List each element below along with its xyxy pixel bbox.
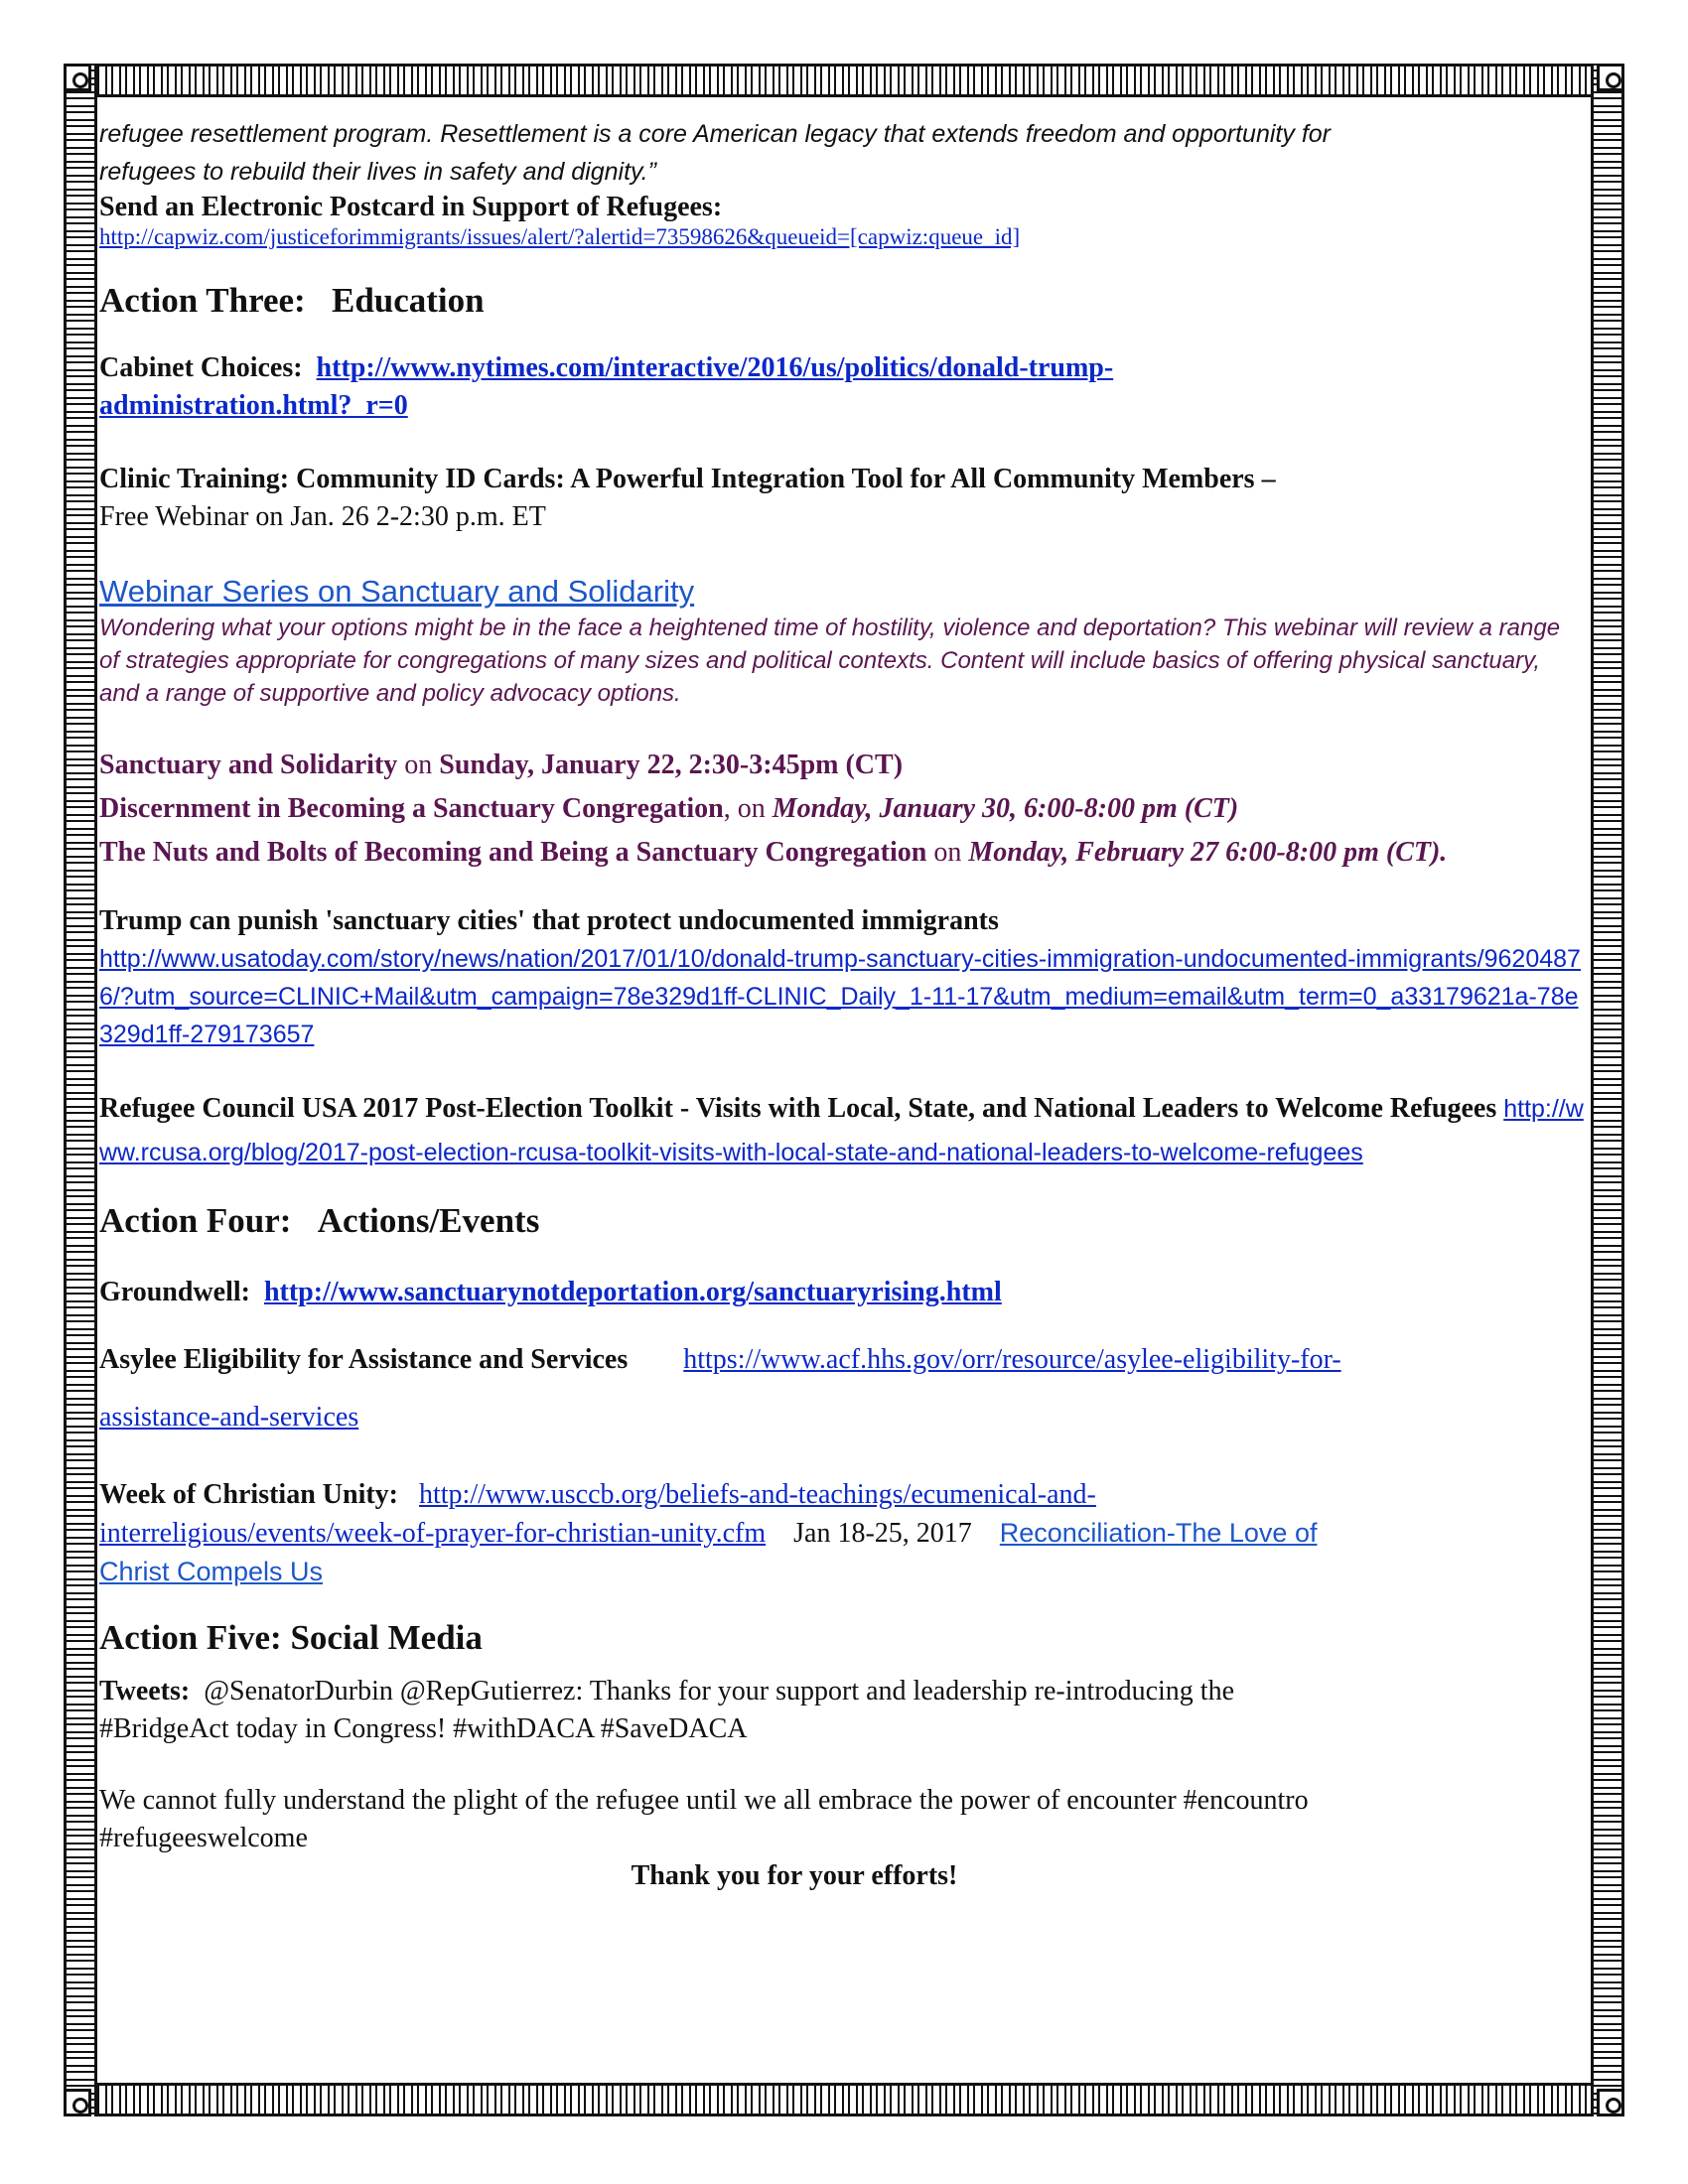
border-corner: [64, 2089, 91, 2116]
groundwell: [99, 1274, 1589, 1311]
heading-part: Education: [331, 281, 485, 320]
unity-link[interactable]: http://www.usccb.org/beliefs-and-teachings/ecumenical-and-: [419, 1479, 1096, 1510]
tweet-text: #BridgeAct today in Congress! #withDACA #SaveDACA: [99, 1713, 748, 1744]
trump-article-link[interactable]: http://www.usatoday.com/story/news/nation/2017/01/10/donald-trump-sanctuary-cities-immigration-undocumented-immigrants/96204876/?utm_source=CLINIC+Mail&utm_campaign=78e329d1ff-CLINIC_Daily_1-11-17&utm_medium=email&utm_term=0_a33179621a-78e329d1ff-279173657: [99, 945, 1581, 1048]
session-title: Discernment in Becoming a Sanctuary Congregation: [99, 793, 724, 824]
border-corner: [1597, 2089, 1624, 2116]
section-heading-action-four: [99, 1198, 1589, 1244]
asylee-eligibility: [99, 1331, 1589, 1446]
rcusa-title: Refugee Council USA 2017 Post-Election Toolkit - Visits with Local, State, and National Leaders to Welcome Refugees: [99, 1093, 1497, 1124]
session-item: [99, 831, 1569, 875]
reconciliation-link[interactable]: Reconciliation-The Love of: [999, 1518, 1318, 1548]
encounter-message: [99, 1782, 1589, 1857]
border-corner: [64, 64, 91, 91]
heading-part: Actions/Events: [317, 1201, 540, 1240]
border-corner: [1597, 64, 1624, 91]
heading-part: Action Four:: [99, 1201, 292, 1240]
unity-dates: Jan 18-25, 2017: [793, 1518, 972, 1549]
cabinet-link-cont[interactable]: administration.html?_r=0: [99, 390, 408, 421]
postcard-label: Send an Electronic Postcard in Support of Refugees:: [99, 192, 723, 222]
border-bottom: [64, 2083, 1624, 2116]
intro-line: refugee resettlement program. Resettlement is a core American legacy that extends freedom and opportunity for: [99, 120, 1331, 148]
cabinet-link[interactable]: http://www.nytimes.com/interactive/2016/us/politics/donald-trump-: [316, 352, 1114, 383]
session-date: Monday, January 30, 6:00-8:00 pm (CT): [772, 793, 1239, 824]
session-sep: on: [926, 837, 969, 868]
asylee-link[interactable]: https://www.acf.hhs.gov/orr/resource/asylee-eligibility-for-: [683, 1344, 1341, 1375]
intro-text: [99, 109, 1589, 191]
session-date: Monday, February 27 6:00-8:00 pm (CT).: [968, 837, 1448, 868]
section-heading-action-five: Action Five: Social Media: [99, 1618, 483, 1657]
clinic-title: Clinic Training: Community ID Cards: A Powerful Integration Tool for All Community Members –: [99, 464, 1276, 494]
tweet-text: We cannot fully understand the plight of the refugee until we all embrace the power of encounter #encountro: [99, 1785, 1309, 1816]
section-heading-action-three: [99, 278, 1589, 324]
reconciliation-link-cont[interactable]: Christ Compels Us: [99, 1557, 324, 1586]
heading-part: Action Three:: [99, 281, 306, 320]
cabinet-choices: [99, 349, 1589, 425]
rcusa-link[interactable]: http://www.rcusa.org/blog/2017-post-election-rcusa-toolkit-visits-with-local-state-and-national-leaders-to-welcome-refugees: [99, 1095, 1584, 1166]
groundwell-link[interactable]: http://www.sanctuarynotdeportation.org/sanctuaryrising.html: [263, 1277, 1002, 1307]
groundwell-label: Groundwell:: [99, 1277, 250, 1307]
session-sep: on: [397, 750, 440, 780]
rcusa-toolkit: [99, 1087, 1589, 1174]
postcard-link[interactable]: http://capwiz.com/justiceforimmigrants/issues/alert/?alertid=73598626&queueid=[capwiz:queue_id]: [99, 224, 1021, 249]
tweets: [99, 1673, 1589, 1748]
asylee-label: Asylee Eligibility for Assistance and Services: [99, 1344, 629, 1375]
clinic-training: [99, 461, 1589, 536]
session-title: The Nuts and Bolts of Becoming and Being a Sanctuary Congregation: [99, 837, 927, 868]
session-sep: , on: [723, 793, 773, 824]
closing-thanks: Thank you for your efforts!: [631, 1860, 958, 1891]
unity-label: Week of Christian Unity:: [99, 1479, 398, 1510]
webinar-description: Wondering what your options might be in the face a heightened time of hostility, violence and deportation? This webinar will review a range of strategies appropriate for congregations of many sizes and political contexts. Content will include basics of offering physical sanctuary, and a range of supportive and policy advocacy options.: [99, 614, 1561, 707]
border-right: [1591, 64, 1624, 2116]
tweet-text: #refugeeswelcome: [99, 1823, 308, 1853]
tweets-label: Tweets:: [99, 1676, 191, 1706]
unity-link-cont[interactable]: interreligious/events/week-of-prayer-for-christian-unity.cfm: [99, 1518, 767, 1549]
border-left: [64, 64, 97, 2116]
asylee-link-cont[interactable]: assistance-and-services: [99, 1402, 359, 1433]
webinar-series-link[interactable]: Webinar Series on Sanctuary and Solidarity: [99, 574, 695, 609]
intro-line: refugees to rebuild their lives in safety and dignity.”: [99, 158, 656, 186]
webinar-sessions: [99, 744, 1589, 875]
session-item: [99, 744, 1589, 787]
trump-article-title: Trump can punish 'sanctuary cities' that protect undocumented immigrants: [99, 905, 999, 936]
session-date: Sunday, January 22, 2:30-3:45pm (CT): [439, 750, 904, 780]
session-title: Sanctuary and Solidarity: [99, 750, 398, 780]
border-top: [64, 64, 1624, 97]
tweet-text: @SenatorDurbin @RepGutierrez: Thanks for your support and leadership re-introducing the: [204, 1676, 1234, 1706]
christian-unity: [99, 1476, 1589, 1591]
session-item: [99, 787, 1589, 831]
page-content: [99, 109, 1589, 1895]
clinic-detail: Free Webinar on Jan. 26 2-2:30 p.m. ET: [99, 501, 546, 532]
cabinet-label: Cabinet Choices:: [99, 352, 303, 383]
